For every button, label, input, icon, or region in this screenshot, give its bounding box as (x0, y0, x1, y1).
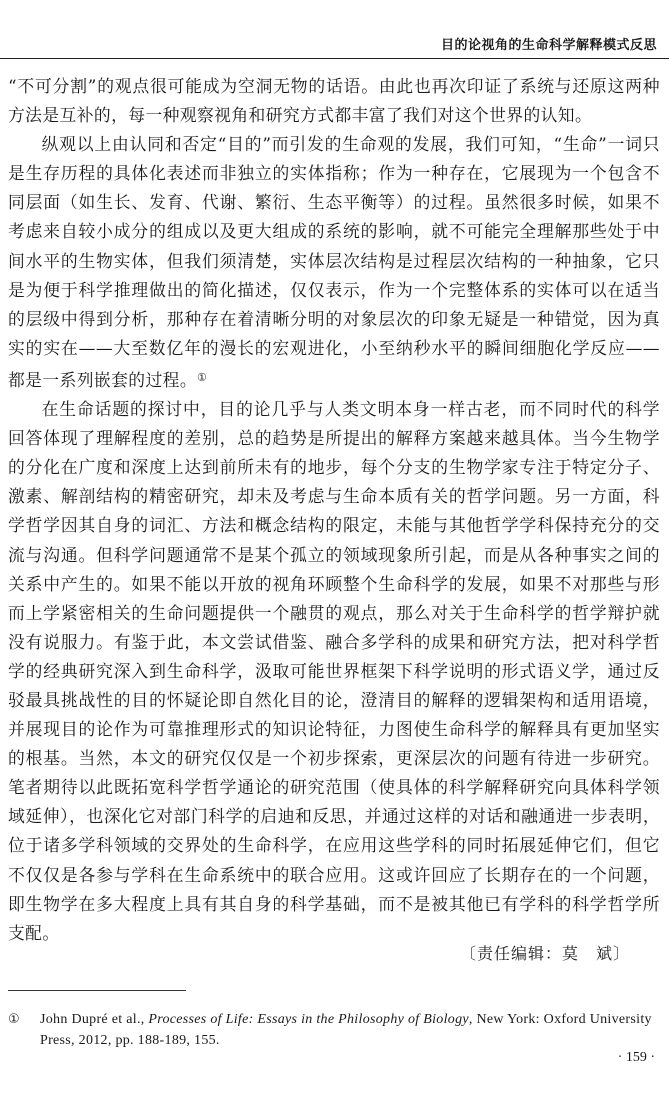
paragraph-1: “不可分割”的观点很可能成为空洞无物的话语。由此也再次印证了系统与还原这两种方法是互补的，每一种观察视角和研究方式都丰富了我们对这个世界的认知。 (8, 76, 660, 126)
footnote-mark: ① (8, 1012, 20, 1027)
paragraph-3: 在生命话题的探讨中，目的论几乎与人类文明本身一样古老，而不同时代的科学回答体现了理解程度的差别，总的趋势是所提出的解释方案越来越具体。当今生物学的分化在广度和深度上达到前所未有的地步，每个分支的生物学家专注于特定分子、激素、解剖结构的精密研究，却未及考虑与生命本质有关的哲学问题。另一方面，科学哲学因其自身的词汇、方法和概念结构的限定，未能与其他哲学学科保持充分的交流与沟通。但科学问题通常不是某个孤立的领域现象所引起，而是从各种事实之间的关系中产生的。如果不能以开放的视角环顾整个生命科学的发展，如果不对那些与形而上学紧密相关的生命问题提供一个融贯的观点，那么对关于生命科学的哲学辩护就没有说服力。有鉴于此，本文尝试借鉴、融合多学科的成果和研究方法，把对科学哲学的经典研究深入到生命科学，汲取可能世界框架下科学说明的形式语义学，通过反驳最具挑战性的目的怀疑论即自然化目的论，澄清目的解释的逻辑架构和适用语境，并展现目的论作为可靠推理形式的知识论特征，力图使生命科学的解释具有更加坚实的根基。当然，本文的研究仅仅是一个初步探索，更深层次的问题有待进一步研究。笔者期待以此既拓宽科学哲学通论的研究范围（使具体的科学解释研究向具体科学领域延伸），也深化它对部门科学的启迪和反思，并通过这样的对话和融通进一步表明，位于诸多学科领域的交界处的生命科学，在应用这些学科的同时拓展延伸它们，但它不仅仅是各参与学科在生命系统中的联合应用。这或许回应了长期存在的一个问题，即生物学在多大程度上具有其自身的科学基础，而不是被其他已有学科的科学哲学所支配。 (8, 399, 660, 943)
footnote (8, 1009, 662, 1051)
footnote-authors: John Dupré et al., (40, 1012, 145, 1027)
paragraph-2-text: 纵观以上由认同和否定“目的”而引发的生命观的发展，我们可知，“生命”一词只是生存历程的具体化表述而非独立的实体指称；作为一种存在，它展现为一个包含不同层面（如生长、发育、代谢、繁衍、生态平衡等）的过程。虽然很多时候，如果不考虑来自较小成分的组成以及更大组成的系统的影响，就不可能完全理解那些处于中间水平的生物实体，但我们须清楚，实体层次结构是过程层次结构的一种抽象，它只是为便于科学推理做出的简化描述，仅仅表示，作为一个完整体系的实体可以在适当的层级中得到分析，那种存在着清晰分明的对象层次的印象无疑是一种错觉，因为真实的实在——大至数亿年的漫长的宏观进化，小至纳秒水平的瞬间细胞化学反应——都是一系列嵌套的过程。 (8, 134, 660, 390)
footnote-reference[interactable]: ① (197, 370, 208, 384)
editor-credit: 〔责任编辑：莫 斌〕 (460, 944, 631, 963)
paragraph-2 (8, 130, 660, 395)
footnote-book-title: Processes of Life: Essays in the Philosophy of Biology (148, 1012, 469, 1027)
page-number: · 159 · (617, 1050, 655, 1065)
running-head-title: 目的论视角的生命科学解释模式反思 (440, 38, 657, 53)
header-rule (0, 58, 669, 59)
article-body (8, 72, 660, 948)
footnote-rule (8, 990, 186, 991)
footnote-publication: , New York: Oxford University Press, 2012, pp. 188-189, 155. (40, 1012, 652, 1048)
